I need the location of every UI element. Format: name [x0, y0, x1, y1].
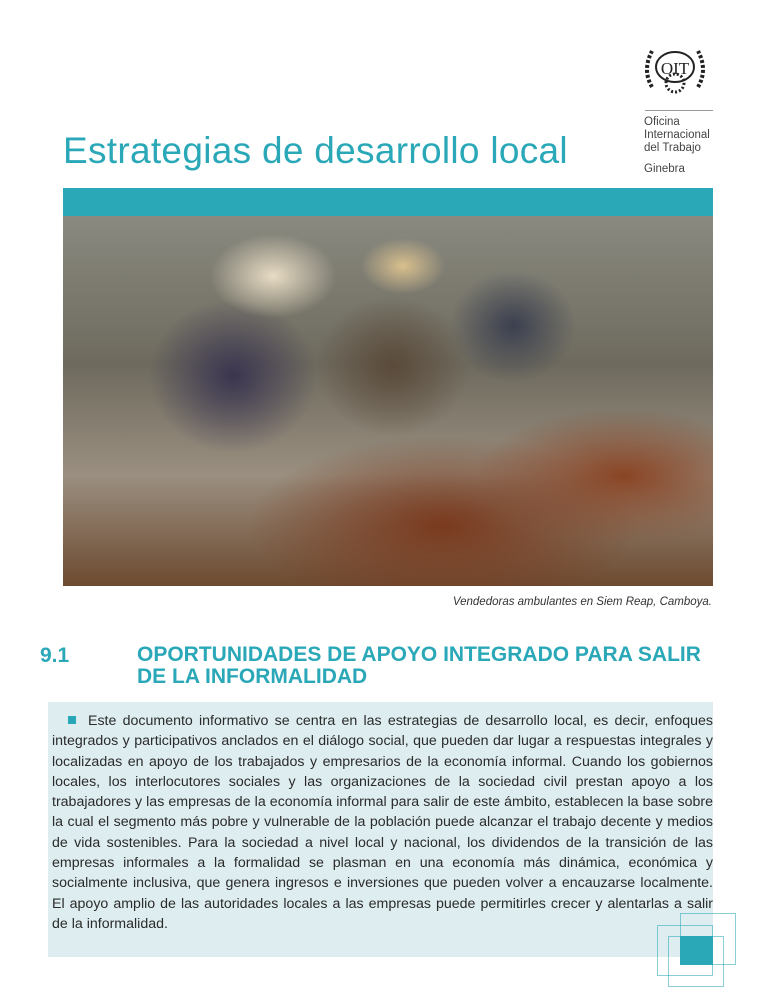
intro-paragraph — [52, 711, 713, 934]
org-line: del Trabajo — [644, 142, 701, 154]
logo-divider — [645, 110, 713, 111]
street-vendors-photo — [63, 216, 713, 586]
org-line: Oficina — [644, 116, 680, 128]
section-title: OPORTUNIDADES DE APOYO INTEGRADO PARA SALIR DE LA INFORMALIDAD — [137, 643, 701, 688]
section-number: 9.1 — [40, 644, 70, 667]
svg-text:OIT: OIT — [660, 59, 690, 78]
document-title: Estrategias de desarrollo local — [63, 130, 568, 171]
organization-name — [644, 116, 710, 176]
org-city: Ginebra — [644, 163, 685, 175]
accent-band — [63, 188, 713, 216]
bullet-square-icon — [68, 716, 76, 724]
decorative-filled-square — [680, 936, 713, 965]
ilo-logo — [642, 45, 708, 95]
photo-caption: Vendedoras ambulantes en Siem Reap, Camboya. — [452, 596, 712, 608]
intro-text: Este documento informativo se centra en las estrategias de desarrollo local, es decir, enfoques integrados y participativos anclados en el diálogo social, que pueden dar lugar a respuestas integrales y localizadas en apoyo de los trabajados y empresarios de la economía informal. Cuando los gobiernos locales, los interlocutores sociales y las organizaciones de la sociedad civil prestan apoyo a los trabajadores y las empresas de la economía informal para salir de este ámbito, establecen la base sobre la cual el segmento más pobre y vulnerable de la población puede alcanzar el trabajo decente y medios de vida sostenibles. Para la sociedad a nivel local y nacional, los dividendos de la transición de las empresas informales a la formalidad se plasman en una economía más dinámica, económica y socialmente inclusiva, que genera ingresos e inversiones que pueden volver a encauzarse localmente. El apoyo amplio de las autoridades locales a las empresas puede permitirles crecer y alentarlas a salir de la informalidad. — [52, 713, 713, 932]
org-line: Internacional — [644, 129, 710, 141]
